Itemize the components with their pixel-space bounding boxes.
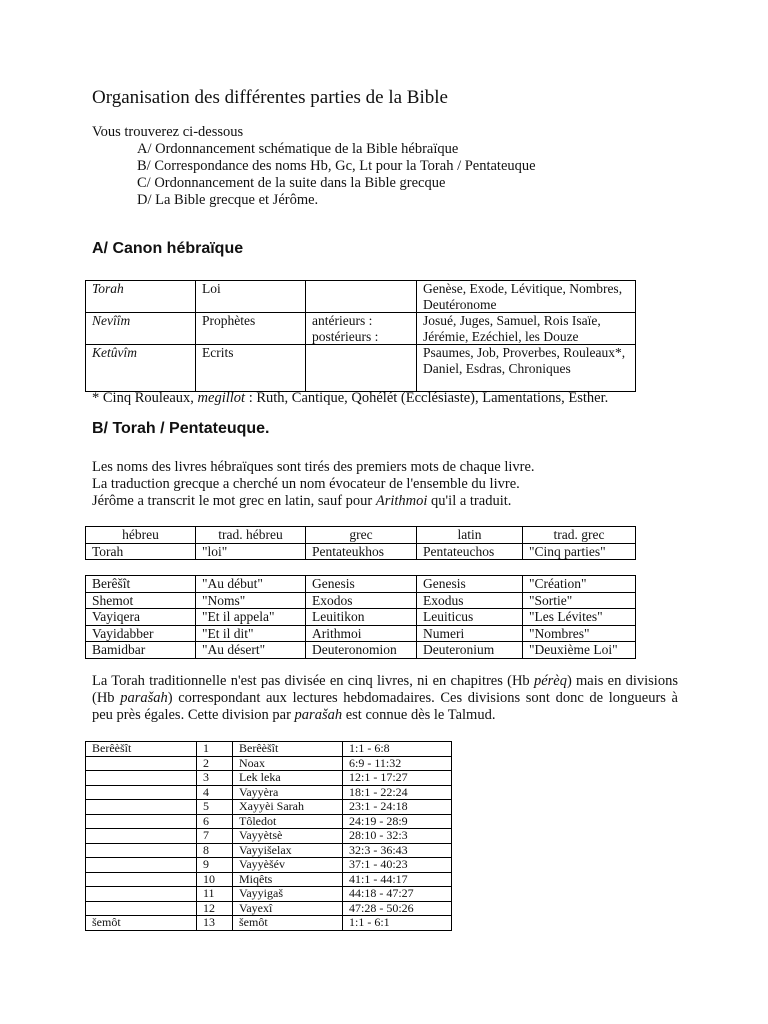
- table-cell: Numeri: [417, 625, 523, 642]
- table-row: [86, 887, 452, 902]
- table-cell: 5: [197, 800, 233, 815]
- column-header: trad. grec: [523, 527, 636, 544]
- table-cell: "Au début": [196, 576, 306, 593]
- table-row: [86, 916, 452, 931]
- table-cell: Psaumes, Job, Proverbes, Rouleaux*, Daniel, Esdras, Chroniques: [417, 345, 636, 392]
- table-cell: [86, 771, 197, 786]
- table-cell: 1: [197, 742, 233, 757]
- table-cell: [86, 858, 197, 873]
- column-header: trad. hébreu: [196, 527, 306, 544]
- table-row: [86, 642, 636, 659]
- table-cell: 37:1 - 40:23: [343, 858, 452, 873]
- table-row: [86, 901, 452, 916]
- table-cell: "loi": [196, 543, 306, 560]
- table-row: [86, 800, 452, 815]
- table-cell: Vayyèra: [233, 785, 343, 800]
- intro-lead: Vous trouverez ci-dessous: [92, 124, 244, 140]
- table-cell: 6: [197, 814, 233, 829]
- table-cell: 3: [197, 771, 233, 786]
- table-cell: Vayyigaš: [233, 887, 343, 902]
- parashot-table: [85, 741, 452, 931]
- table-cell: "Création": [523, 576, 636, 593]
- table-cell: Leuiticus: [417, 609, 523, 626]
- table-cell: Vayyišelax: [233, 843, 343, 858]
- table-cell: 23:1 - 24:18: [343, 800, 452, 815]
- table-cell: Vayyètsè: [233, 829, 343, 844]
- table-cell: Josué, Juges, Samuel, Rois Isaïe, Jérémie, Ezéchiel, les Douze: [417, 313, 636, 345]
- table-row: [86, 281, 636, 313]
- table-row: [86, 345, 636, 392]
- table-cell: "Les Lévites": [523, 609, 636, 626]
- table-cell: 2: [197, 756, 233, 771]
- table-cell: Torah: [86, 281, 196, 313]
- table-cell: Exodos: [306, 592, 417, 609]
- table-cell: 13: [197, 916, 233, 931]
- table-row: [86, 872, 452, 887]
- table-cell: Bamidbar: [86, 642, 196, 659]
- table-cell: 8: [197, 843, 233, 858]
- table-cell: [306, 345, 417, 392]
- table-cell: Ketûvîm: [86, 345, 196, 392]
- table-cell: 4: [197, 785, 233, 800]
- torah-intro-paragraph: Les noms des livres hébraïques sont tirés des premiers mots de chaque livre. La traduction grecque a cherché un nom évocateur de l'ensemble du livre. Jérôme a transcrit le mot grec en latin, sauf pour Arithmoi qu'il a traduit.: [92, 459, 535, 509]
- parashah-paragraph: La Torah traditionnelle n'est pas divisée en cinq livres, ni en chapitres (Hb pérèq) mais en divisions (Hb parašah) correspondant aux lectures hebdomadaires. Ces divisions sont donc de longueurs à peu près égales. Cette division par parašah est connue dès le Talmud.: [92, 673, 678, 723]
- table-cell: Vayiqera: [86, 609, 196, 626]
- table-cell: [86, 901, 197, 916]
- table-cell: [86, 756, 197, 771]
- table-cell: antérieurs : postérieurs :: [306, 313, 417, 345]
- table-cell: "Deuxième Loi": [523, 642, 636, 659]
- intro-item: A/ Ordonnancement schématique de la Bible hébraïque: [137, 141, 459, 157]
- table-cell: "Noms": [196, 592, 306, 609]
- table-cell: Xayyèi Sarah: [233, 800, 343, 815]
- table-cell: Shemot: [86, 592, 196, 609]
- table-cell: [86, 800, 197, 815]
- intro-item: D/ La Bible grecque et Jérôme.: [137, 192, 319, 208]
- table-row: [86, 592, 636, 609]
- table-cell: Vayidabber: [86, 625, 196, 642]
- table-cell: "Au désert": [196, 642, 306, 659]
- table-cell: Exodus: [417, 592, 523, 609]
- table-row: [86, 814, 452, 829]
- table-cell: 32:3 - 36:43: [343, 843, 452, 858]
- table-cell: [86, 785, 197, 800]
- table-cell: šemôt: [86, 916, 197, 931]
- table-cell: "Et il appela": [196, 609, 306, 626]
- table-cell: Leuitikon: [306, 609, 417, 626]
- table-row: [86, 543, 636, 560]
- table-cell: Nevîîm: [86, 313, 196, 345]
- table-cell: Berêèšît: [233, 742, 343, 757]
- table-cell: [86, 843, 197, 858]
- table-cell: Berêšît: [86, 576, 196, 593]
- table-row: [86, 843, 452, 858]
- table-cell: 18:1 - 22:24: [343, 785, 452, 800]
- canon-footnote: * Cinq Rouleaux, megillot : Ruth, Cantique, Qohélét (Ecclésiaste), Lamentations, Esther.: [92, 390, 609, 406]
- table-cell: 24:19 - 28:9: [343, 814, 452, 829]
- table-cell: Genèse, Exode, Lévitique, Nombres, Deutéronome: [417, 281, 636, 313]
- table-cell: 12:1 - 17:27: [343, 771, 452, 786]
- table-header-row: [86, 527, 636, 544]
- table-cell: Lek leka: [233, 771, 343, 786]
- table-cell: [86, 814, 197, 829]
- table-cell: 1:1 - 6:8: [343, 742, 452, 757]
- intro-item: B/ Correspondance des noms Hb, Gc, Lt pour la Torah / Pentateuque: [137, 158, 536, 174]
- torah-header-table: [85, 526, 636, 560]
- column-header: hébreu: [86, 527, 196, 544]
- table-cell: šemôt: [233, 916, 343, 931]
- table-cell: [86, 872, 197, 887]
- hebrew-canon-table: [85, 280, 636, 392]
- intro-block: [92, 124, 536, 209]
- section-a-heading: A/ Canon hébraïque: [92, 240, 244, 257]
- table-cell: Pentateuchos: [417, 543, 523, 560]
- table-cell: 41:1 - 44:17: [343, 872, 452, 887]
- table-row: [86, 609, 636, 626]
- table-cell: 6:9 - 11:32: [343, 756, 452, 771]
- table-cell: Genesis: [417, 576, 523, 593]
- table-cell: Torah: [86, 543, 196, 560]
- table-row: [86, 313, 636, 345]
- table-row: [86, 742, 452, 757]
- table-row: [86, 785, 452, 800]
- table-cell: "Nombres": [523, 625, 636, 642]
- intro-item: C/ Ordonnancement de la suite dans la Bible grecque: [137, 175, 446, 191]
- table-cell: Berêèšît: [86, 742, 197, 757]
- table-cell: Deuteronium: [417, 642, 523, 659]
- table-cell: Vayyèšév: [233, 858, 343, 873]
- column-header: latin: [417, 527, 523, 544]
- table-cell: Noax: [233, 756, 343, 771]
- table-cell: Vayexî: [233, 901, 343, 916]
- table-cell: Loi: [196, 281, 306, 313]
- page-title: Organisation des différentes parties de la Bible: [92, 87, 448, 108]
- table-row: [86, 771, 452, 786]
- table-cell: 12: [197, 901, 233, 916]
- table-cell: 9: [197, 858, 233, 873]
- torah-books-table: [85, 575, 636, 659]
- table-row: [86, 625, 636, 642]
- table-cell: 1:1 - 6:1: [343, 916, 452, 931]
- table-cell: 7: [197, 829, 233, 844]
- table-cell: "Cinq parties": [523, 543, 636, 560]
- table-cell: Tôledot: [233, 814, 343, 829]
- table-cell: [86, 887, 197, 902]
- table-cell: Deuteronomion: [306, 642, 417, 659]
- table-cell: Arithmoi: [306, 625, 417, 642]
- table-cell: Ecrits: [196, 345, 306, 392]
- table-cell: 11: [197, 887, 233, 902]
- section-b-heading: B/ Torah / Pentateuque.: [92, 420, 270, 437]
- column-header: grec: [306, 527, 417, 544]
- table-cell: Pentateukhos: [306, 543, 417, 560]
- table-cell: Genesis: [306, 576, 417, 593]
- table-cell: "Et il dit": [196, 625, 306, 642]
- table-row: [86, 756, 452, 771]
- table-cell: 47:28 - 50:26: [343, 901, 452, 916]
- table-cell: [306, 281, 417, 313]
- table-cell: Miqêts: [233, 872, 343, 887]
- table-cell: [86, 829, 197, 844]
- table-row: [86, 829, 452, 844]
- table-cell: 10: [197, 872, 233, 887]
- table-cell: Prophètes: [196, 313, 306, 345]
- table-row: [86, 858, 452, 873]
- table-cell: 28:10 - 32:3: [343, 829, 452, 844]
- table-row: [86, 576, 636, 593]
- table-cell: 44:18 - 47:27: [343, 887, 452, 902]
- table-cell: "Sortie": [523, 592, 636, 609]
